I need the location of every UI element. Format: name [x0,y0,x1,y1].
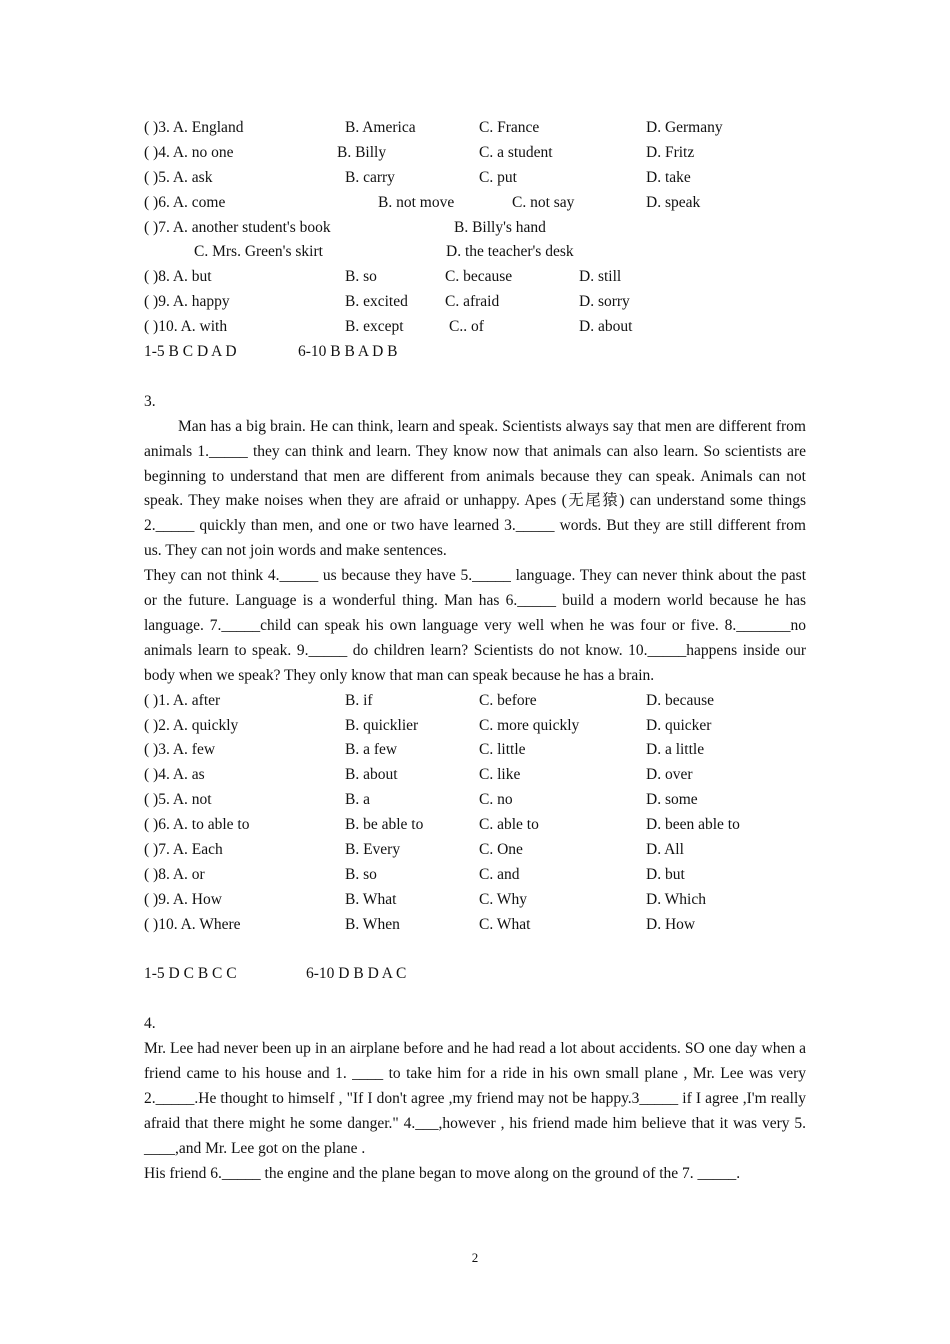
q3-number: 3. [144,392,156,410]
q2-row-7-cont: C. Mrs. Green's skirt D. the teacher's desk [194,243,574,261]
q2-options [144,116,806,365]
q2-row-7: ( )7. A. another student's book B. Billy's hand [144,218,546,236]
q3-row-8: ( )8. A. or B. so C. and D. but [144,865,685,883]
q3-row-2: ( )2. A. quickly B. quicklier C. more quickly D. quicker [144,716,712,734]
q4-passage-1: Mr. Lee had never been up in an airplane before and he had read a lot about accidents. SO one day when a friend came to his house and 1. ____ to take him for a ride in his own small plane , Mr. Lee was very 2._____.He thought to himself , "If I don't agree ,my friend may not be happy.3_____ if I agree ,I'm really afraid that there might he some danger." 4.___,however , his friend made him believe that it was very 5. ____,and Mr. Lee got on the plane . [144,1040,806,1157]
q4-passage-2: His friend 6._____ the engine and the plane began to move along on the ground of the 7. _____. [144,1164,741,1182]
q2-row-10: ( )10. A. with B. except C.. of D. about [144,318,633,336]
q2-row-4: ( )4. A. no one B. Billy C. a student D. Fritz [144,143,695,161]
q3-row-4: ( )4. A. as B. about C. like D. over [144,766,693,784]
q2-row-3: ( )3. A. England B. America C. France D. Germany [144,119,723,136]
q3-row-9: ( )9. A. How B. What C. Why D. Which [144,890,706,908]
q3-row-7: ( )7. A. Each B. Every C. One D. All [144,841,684,858]
document-page [144,116,806,1187]
page-number: 2 [471,1250,479,1265]
q3-row-6: ( )6. A. to able to B. be able to C. able to D. been able to [144,816,740,834]
q3-answer-key: 1-5 D C B C C 6-10 D B D A C [144,965,407,983]
q3-passage-1: Man has a big brain. He can think, learn and speak. Scientists always say that men are different from animals 1._____ they can think and learn. They know now that animals can also learn. So scientists are beginning to understand that men are different from animals because they can speak. Animals can not speak. They make noises when they are afraid or unhappy. Apes (无尾猿) can understand some things 2._____ quickly than men, and one or two have learned 3._____ words. But they are still different from us. They can not join words and make sentences. [144,417,806,560]
q3-row-5: ( )5. A. not B. a C. no D. some [144,791,698,809]
q3-passage-2: They can not think 4._____ us because they have 5._____ language. They can never think about the past or the future. Language is a wonderful thing. Man has 6._____ build a modern world because he has language. 7._____child can speak his own language very well when he was four or five. 8._______no animals learn to speak. 9._____ do children learn? Scientists do not know. 10._____happens inside our body when we speak? They only know that man can speak because he has a brain. [144,567,806,684]
q2-answer-key: 1-5 B C D A D 6-10 B B A D B [144,343,398,361]
q4-number: 4. [144,1015,156,1033]
q2-row-5: ( )5. A. ask B. carry C. put D. take [144,168,691,186]
q3-row-10: ( )10. A. Where B. When C. What D. How [144,915,696,933]
q2-row-6: ( )6. A. come B. not move C. not say D. speak [144,193,701,211]
q3-row-1: ( )1. A. after B. if C. before D. because [144,691,714,709]
q3-row-3: ( )3. A. few B. a few C. little D. a little [144,741,705,759]
q2-row-9: ( )9. A. happy B. excited C. afraid D. sorry [144,293,630,311]
q3-options [144,689,806,938]
q2-row-8: ( )8. A. but B. so C. because D. still [144,268,622,286]
